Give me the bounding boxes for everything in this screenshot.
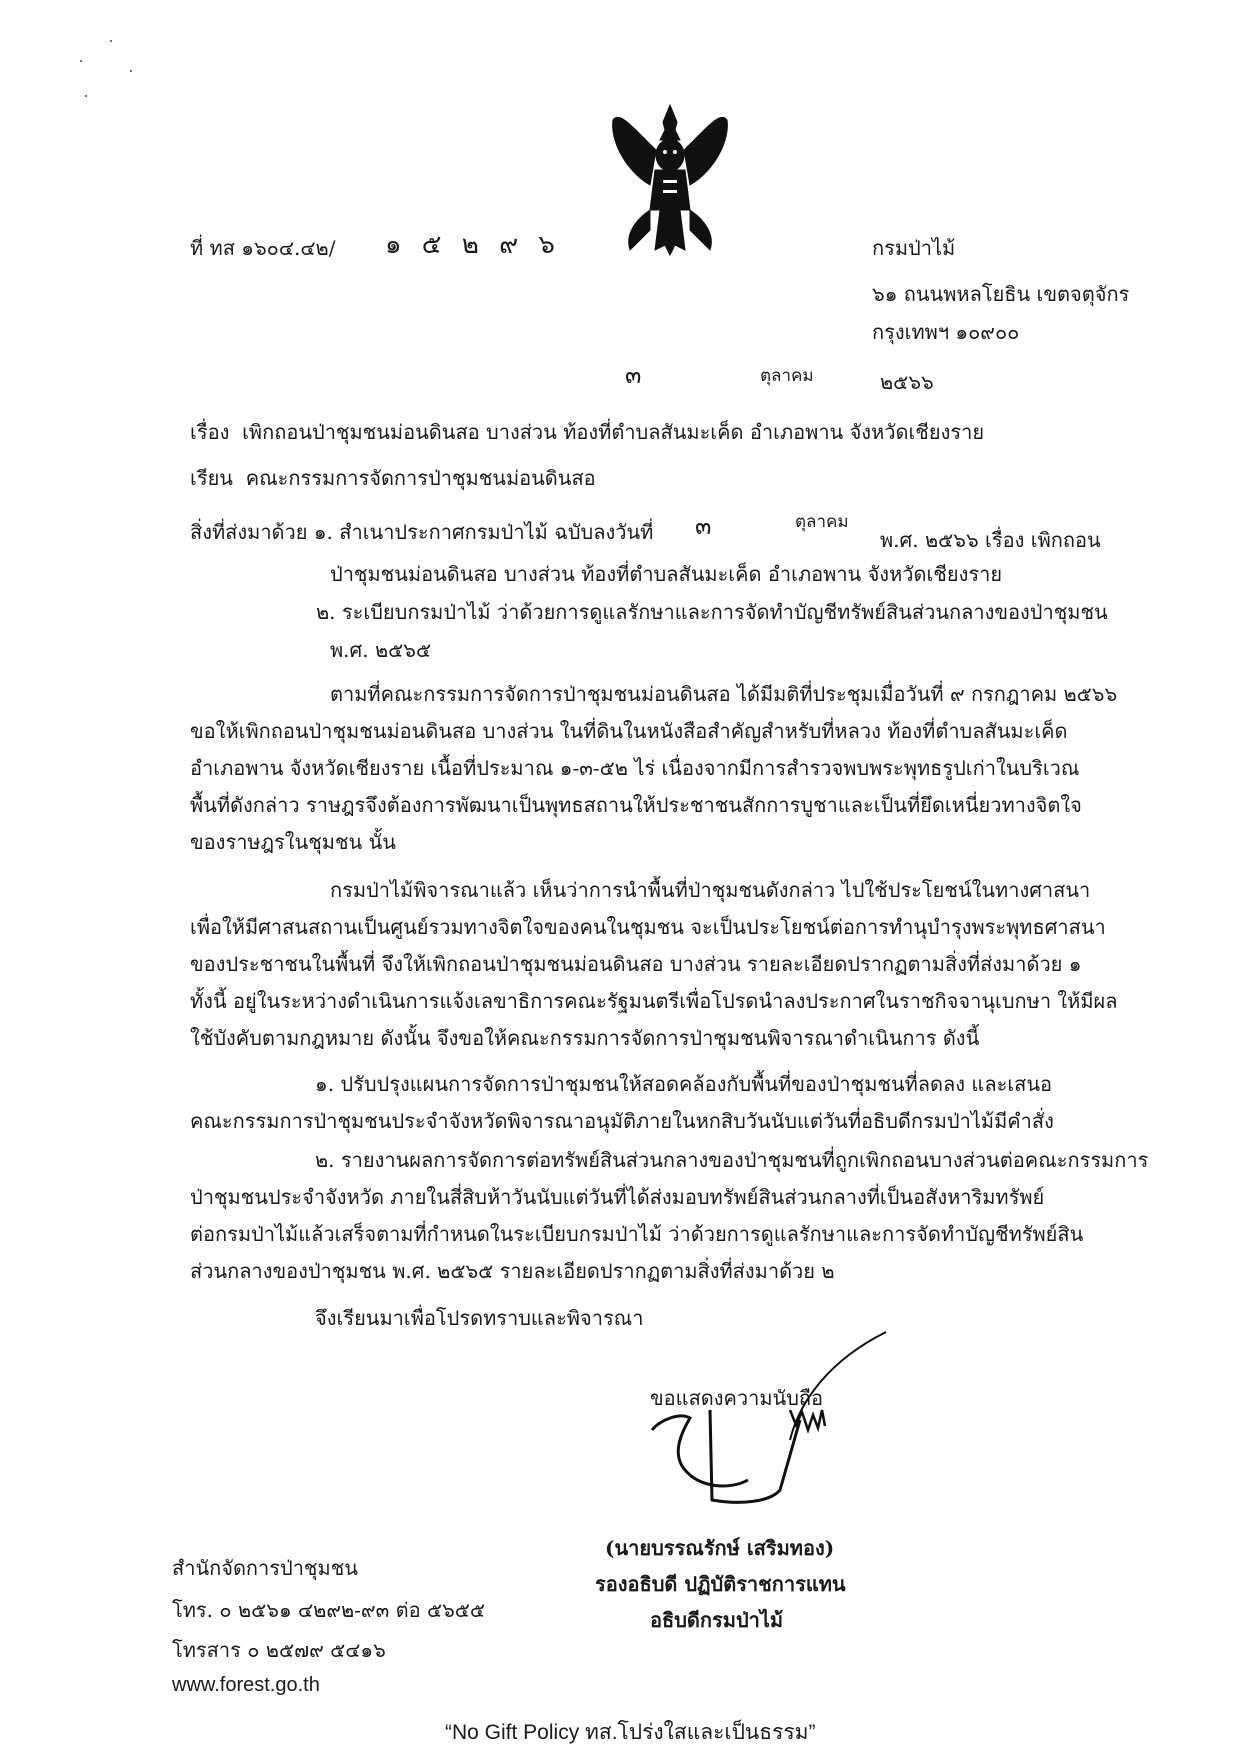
document-number: ๑ ๕ ๒ ๙ ๖ — [385, 230, 561, 260]
contact-office: สำนักจัดการป่าชุมชน — [172, 1556, 358, 1580]
enclosure-item1-text: ๑. สำเนาประกาศกรมป่าไม้ ฉบับลงวันที่ — [313, 520, 654, 544]
paragraph-line: ต่อกรมป่าไม้แล้วเสร็จตามที่กำหนดในระเบียบกรมป่าไม้ ว่าด้วยการดูแลรักษาและการจัดทำบัญชีทรัพย์สิน — [190, 1222, 1084, 1246]
paragraph-line: ของราษฎรในชุมชน นั้น — [190, 830, 396, 854]
footer-slogan: “No Gift Policy ทส.โปร่งใสและเป็นธรรม” — [445, 1721, 816, 1744]
paragraph-line: พื้นที่ดังกล่าว ราษฎรจึงต้องการพัฒนาเป็นพุทธสถานให้ประชาชนสักการบูชาและเป็นที่ยึดเหนี่ยวทางจิตใจ — [190, 793, 1082, 817]
recipient-label: เรียน — [190, 466, 233, 490]
contact-website: www.forest.go.th — [172, 1674, 320, 1696]
paragraph-line: ของประชาชนในพื้นที่ จึงให้เพิกถอนป่าชุมชนม่อนดินสอ บางส่วน รายละเอียดปรากฏตามสิ่งที่ส่งมาด้วย ๑ — [190, 952, 1082, 976]
enclosure-item1-month: ตุลาคม — [795, 512, 849, 532]
signatory-position-2: อธิบดีกรมป่าไม้ — [650, 1608, 784, 1632]
recipient-line — [190, 460, 596, 497]
signature — [650, 1330, 890, 1520]
paragraph-1 — [190, 676, 1120, 861]
org-address: ๖๑ ถนนพหลโยธิน เขตจตุจักร — [872, 282, 1130, 306]
date-day: ๓ — [625, 361, 642, 389]
date-year: ๒๕๖๖ — [880, 370, 934, 394]
recipient-text: คณะกรรมการจัดการป่าชุมชนม่อนดินสอ — [245, 466, 596, 490]
paragraph-line: อำเภอพาน จังหวัดเชียงราย เนื้อที่ประมาณ ๑-๓-๕๒ ไร่ เนื่องจากมีการสำรวจพบพระพุทธรูปเก่าในบริเวณ — [190, 756, 1080, 780]
date-month: ตุลาคม — [760, 366, 814, 386]
paragraph-line: ป่าชุมชนประจำจังหวัด ภายในสี่สิบห้าวันนับแต่วันที่ได้ส่งมอบทรัพย์สินส่วนกลางที่เป็นอสังหาริมทรัพย์ — [190, 1185, 1045, 1209]
contact-fax: โทรสาร ๐ ๒๕๗๙ ๕๔๑๖ — [172, 1638, 386, 1662]
paragraph-line: ใช้บังคับตามกฎหมาย ดังนั้น จึงขอให้คณะกรรมการจัดการป่าชุมชนพิจารณาดำเนินการ ดังนี้ — [190, 1026, 980, 1050]
garuda-emblem-icon — [605, 100, 735, 260]
org-name: กรมป่าไม้ — [872, 236, 956, 260]
enclosure-item2-line2: พ.ศ. ๒๕๖๕ — [330, 638, 432, 662]
enclosures-label: สิ่งที่ส่งมาด้วย — [190, 520, 308, 544]
paragraph-line: ส่วนกลางของป่าชุมชน พ.ศ. ๒๕๖๕ รายละเอียดปรากฏตามสิ่งที่ส่งมาด้วย ๒ — [190, 1259, 835, 1283]
paragraph-line: ทั้งนี้ อยู่ในระหว่างดำเนินการแจ้งเลขาธิการคณะรัฐมนตรีเพื่อโปรดนำลงประกาศในราชกิจจานุเบกษา ให้มีผล — [190, 989, 1118, 1013]
closing-line: จึงเรียนมาเพื่อโปรดทราบและพิจารณา — [315, 1306, 644, 1330]
enclosure-item1-rest: พ.ศ. ๒๕๖๖ เรื่อง เพิกถอน — [880, 528, 1101, 552]
contact-phone: โทร. ๐ ๒๕๖๑ ๔๒๙๒-๙๓ ต่อ ๕๖๕๕ — [172, 1598, 486, 1622]
paragraph-line: กรมป่าไม้พิจารณาแล้ว เห็นว่าการนำพื้นที่ป่าชุมชนดังกล่าว ไปใช้ประโยชน์ในทางศาสนา — [330, 878, 1091, 902]
courtesy-line: ขอแสดงความนับถือ — [650, 1386, 824, 1410]
signatory-position-1: รองอธิบดี ปฏิบัติราชการแทน — [595, 1572, 846, 1596]
paragraph-line: เพื่อให้มีศาสนสถานเป็นศูนย์รวมทางจิตใจของคนในชุมชน จะเป็นประโยชน์ต่อการทำนุบำรุงพระพุทธศาสนา — [190, 915, 1106, 939]
action-item-2 — [190, 1142, 1149, 1290]
paragraph-line: ๑. ปรับปรุงแผนการจัดการป่าชุมชนให้สอดคล้องกับพื้นที่ของป่าชุมชนที่ลดลง และเสนอ — [315, 1072, 1053, 1096]
paragraph-2 — [190, 872, 1120, 1057]
org-city: กรุงเทพฯ ๑๐๙๐๐ — [872, 320, 1020, 344]
enclosure-item1-day: ๓ — [695, 512, 712, 540]
subject-text: เพิกถอนป่าชุมชนม่อนดินสอ บางส่วน ท้องที่ตำบลสันมะเค็ด อำเภอพาน จังหวัดเชียงราย — [242, 420, 985, 444]
subject-line — [190, 414, 984, 451]
enclosure-item1-line1 — [190, 514, 653, 551]
paragraph-line: ตามที่คณะกรรมการจัดการป่าชุมชนม่อนดินสอ ได้มีมติที่ประชุมเมื่อวันที่ ๙ กรกฎาคม ๒๕๖๖ — [330, 682, 1118, 706]
action-item-1 — [190, 1066, 1120, 1140]
subject-label: เรื่อง — [190, 420, 230, 444]
enclosure-item1-line2: ป่าชุมชนม่อนดินสอ บางส่วน ท้องที่ตำบลสันมะเค็ด อำเภอพาน จังหวัดเชียงราย — [330, 562, 1003, 586]
paragraph-line: ขอให้เพิกถอนป่าชุมชนม่อนดินสอ บางส่วน ในที่ดินในหนังสือสำคัญสำหรับที่หลวง ท้องที่ตำบลสันมะเค็ด — [190, 719, 1068, 743]
reference-number: ที่ ทส ๑๖๐๔.๔๒/ — [190, 236, 336, 260]
enclosure-item2-line1: ๒. ระเบียบกรมป่าไม้ ว่าด้วยการดูแลรักษาและการจัดทำบัญชีทรัพย์สินส่วนกลางของป่าชุมชน — [316, 600, 1108, 624]
signatory-name: (นายบรรณรักษ์ เสริมทอง) — [605, 1536, 835, 1560]
paragraph-line: คณะกรรมการป่าชุมชนประจำจังหวัดพิจารณาอนุมัติภายในหกสิบวันนับแต่วันที่อธิบดีกรมป่าไม้มีคำสั่ง — [190, 1109, 1054, 1133]
paragraph-line: ๒. รายงานผลการจัดการต่อทรัพย์สินส่วนกลางของป่าชุมชนที่ถูกเพิกถอนบางส่วนต่อคณะกรรมการ — [315, 1148, 1149, 1172]
